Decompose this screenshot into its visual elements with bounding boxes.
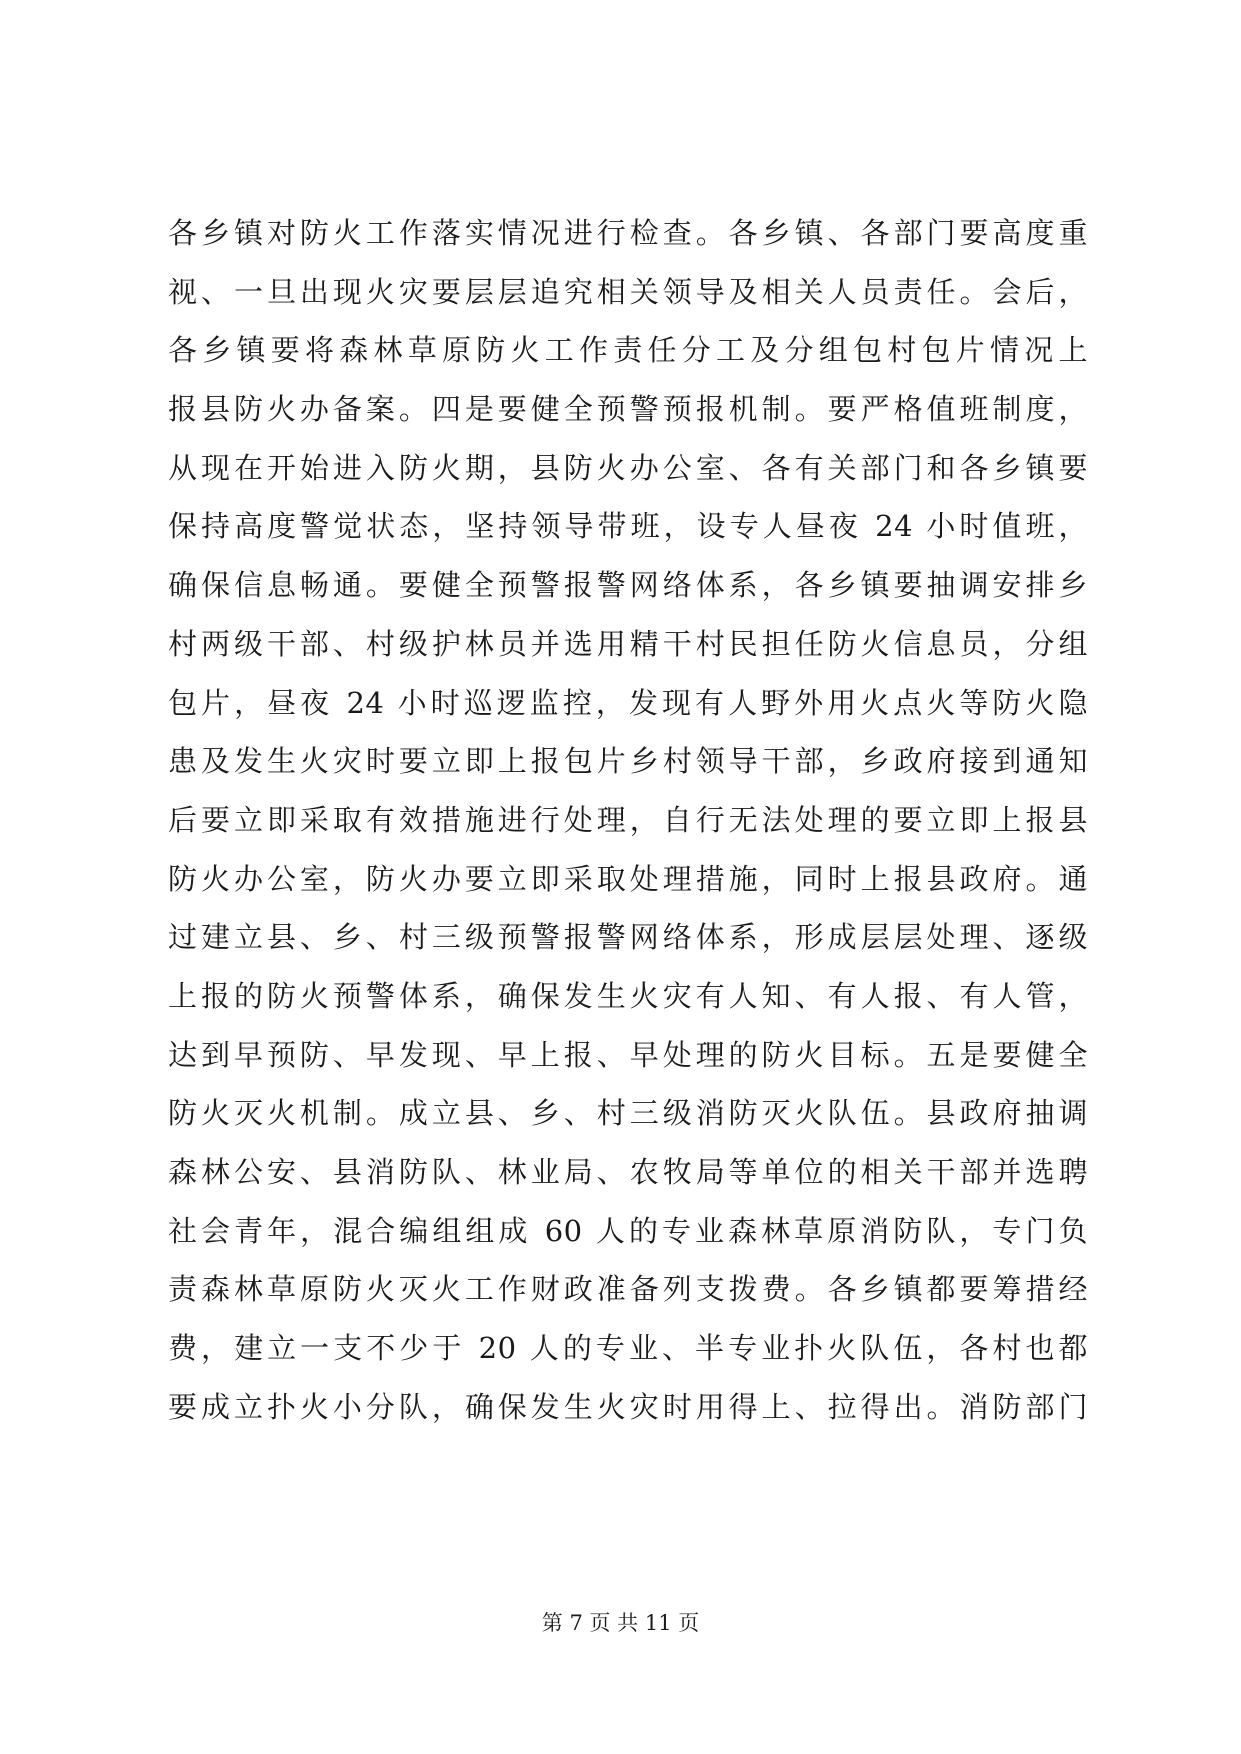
text-line: 报县防火办备案。四是要健全预警预报机制。要严格值班制度， (168, 392, 1088, 427)
text-line: 确保信息畅通。要健全预警报警网络体系，各乡镇要抽调安排乡 (168, 568, 1088, 603)
text-line: 过建立县、乡、村三级预警报警网络体系，形成层层处理、逐级 (168, 920, 1088, 955)
text-line: 保持高度警觉状态，坚持领导带班，设专人昼夜 24 小时值班， (168, 509, 1088, 544)
text-line: 从现在开始进入防火期，县防火办公室、各有关部门和各乡镇要 (168, 450, 1088, 485)
text-line: 森林公安、县消防队、林业局、农牧局等单位的相关干部并选聘 (168, 1155, 1088, 1189)
text-line: 防火灭火机制。成立县、乡、村三级消防灭火队伍。县政府抽调 (168, 1096, 1088, 1131)
text-line: 达到早预防、早发现、早上报、早处理的防火目标。五是要健全 (168, 1037, 1088, 1072)
text-line: 包片，昼夜 24 小时巡逻监控，发现有人野外用火点火等防火隐 (168, 685, 1088, 720)
page-number: 第 7 页 共 11 页 (541, 1611, 700, 1635)
text-line: 各乡镇要将森林草原防火工作责任分工及分组包村包片情况上 (168, 333, 1088, 368)
text-line: 防火办公室，防火办要立即采取处理措施，同时上报县政府。通 (168, 861, 1088, 896)
text-line: 视、一旦出现火灾要层层追究相关领导及相关人员责任。会后， (168, 274, 1088, 309)
text-line: 村两级干部、村级护林员并选用精干村民担任防火信息员，分组 (168, 626, 1088, 661)
text-line: 各乡镇对防火工作落实情况进行检查。各乡镇、各部门要高度重 (168, 216, 1088, 250)
text-line: 要成立扑火小分队，确保发生火灾时用得上、拉得出。消防部门 (168, 1389, 1088, 1424)
text-line: 责森林草原防火灭火工作财政准备列支拨费。各乡镇都要筹措经 (168, 1272, 1088, 1307)
text-line: 后要立即采取有效措施进行处理，自行无法处理的要立即上报县 (168, 802, 1088, 837)
body-paragraph (168, 204, 1088, 1436)
text-line: 患及发生火灾时要立即上报包片乡村领导干部，乡政府接到通知 (168, 744, 1088, 779)
text-line: 社会青年，混合编组组成 60 人的专业森林草原消防队，专门负 (168, 1213, 1088, 1248)
text-line: 费，建立一支不少于 20 人的专业、半专业扑火队伍，各村也都 (168, 1331, 1088, 1366)
text-line: 上报的防火预警体系，确保发生火灾有人知、有人报、有人管， (168, 978, 1088, 1013)
